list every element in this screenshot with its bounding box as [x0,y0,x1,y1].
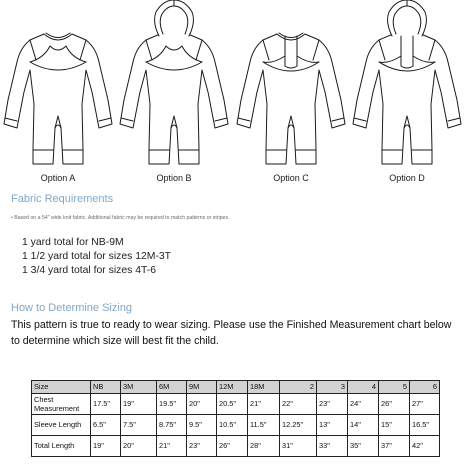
table-row [32,436,440,457]
table-cell: 42" [410,436,440,457]
table-cell: 8.75" [157,415,187,436]
table-cell: 11.5" [248,415,280,436]
table-header-row [32,381,440,394]
table-cell: 21" [157,436,187,457]
table-cell: 7.5" [121,415,157,436]
option-label: Option B [156,173,192,183]
finished-measurement-table [31,380,440,457]
option-b [116,0,232,192]
table-cell: 6.5" [91,415,121,436]
yardage-item: 1 3/4 yard total for sizes 4T-6 [22,265,156,276]
yardage-list [22,236,171,278]
table-cell: 27" [410,394,440,415]
table-row [32,394,440,415]
table-header-cell: 5 [379,381,410,394]
table-header-cell: 3M [121,381,157,394]
table-cell: 19" [91,436,121,457]
option-a [0,0,116,192]
table-cell: 20.5" [217,394,248,415]
table-cell: 12.25" [280,415,317,436]
table-cell: 37" [379,436,410,457]
romper-hooded-cardigan-icon [349,0,465,172]
yardage-item: 1 yard total for NB-9M [22,237,124,248]
fabric-note: • Based on a 54" wide knit fabric. Additional fabric may be required to match patterns or stripes. [11,215,230,221]
table-cell: 9.5" [187,415,217,436]
table-cell: 17.5" [91,394,121,415]
yardage-item: 1 1/2 yard total for sizes 12M-3T [22,251,171,262]
table-cell: 21" [248,394,280,415]
table-header-cell: Size [32,381,91,394]
table-cell: 23" [187,436,217,457]
table-cell: 26" [217,436,248,457]
table-cell: 19.5" [157,394,187,415]
table-cell: 26" [379,394,410,415]
sizing-heading: How to Determine Sizing [11,302,133,314]
table-header-cell: 2 [280,381,317,394]
table-cell: 20" [187,394,217,415]
table-cell: 23" [317,394,348,415]
row-label: Sleeve Length [32,415,91,436]
table-header-cell: NB [91,381,121,394]
fabric-heading: Fabric Requirements [11,193,114,205]
romper-hooded-icon [116,0,232,172]
option-label: Option A [40,173,76,183]
option-d [349,0,465,192]
table-cell: 13" [317,415,348,436]
row-label: Total Length [32,436,91,457]
table-cell: 22" [280,394,317,415]
pattern-options [0,0,465,192]
table-header-cell: 3 [317,381,348,394]
table-cell: 33" [317,436,348,457]
table-cell: 15" [379,415,410,436]
table-header-cell: 12M [217,381,248,394]
sizing-text: This pattern is true to ready to wear sizing. Please use the Finished Measurement chart below to determine which size will best fit the child. [11,319,452,347]
table-cell: 35" [348,436,379,457]
table-cell: 19" [121,394,157,415]
table-header-cell: 18M [248,381,280,394]
table-row [32,415,440,436]
table-cell: 28" [248,436,280,457]
table-header-cell: 9M [187,381,217,394]
table-cell: 14" [348,415,379,436]
row-label: Chest Measurement [32,394,91,415]
table-header-cell: 6M [157,381,187,394]
table-header-cell: 6 [410,381,440,394]
table-cell: 16.5" [410,415,440,436]
romper-crewneck-icon [0,0,116,172]
table-cell: 31" [280,436,317,457]
table-cell: 10.5" [217,415,248,436]
option-label: Option C [273,173,309,183]
romper-cardigan-icon [233,0,349,172]
table-header-cell: 4 [348,381,379,394]
option-c [233,0,349,192]
table-cell: 20" [121,436,157,457]
option-label: Option D [389,173,425,183]
table-cell: 24" [348,394,379,415]
